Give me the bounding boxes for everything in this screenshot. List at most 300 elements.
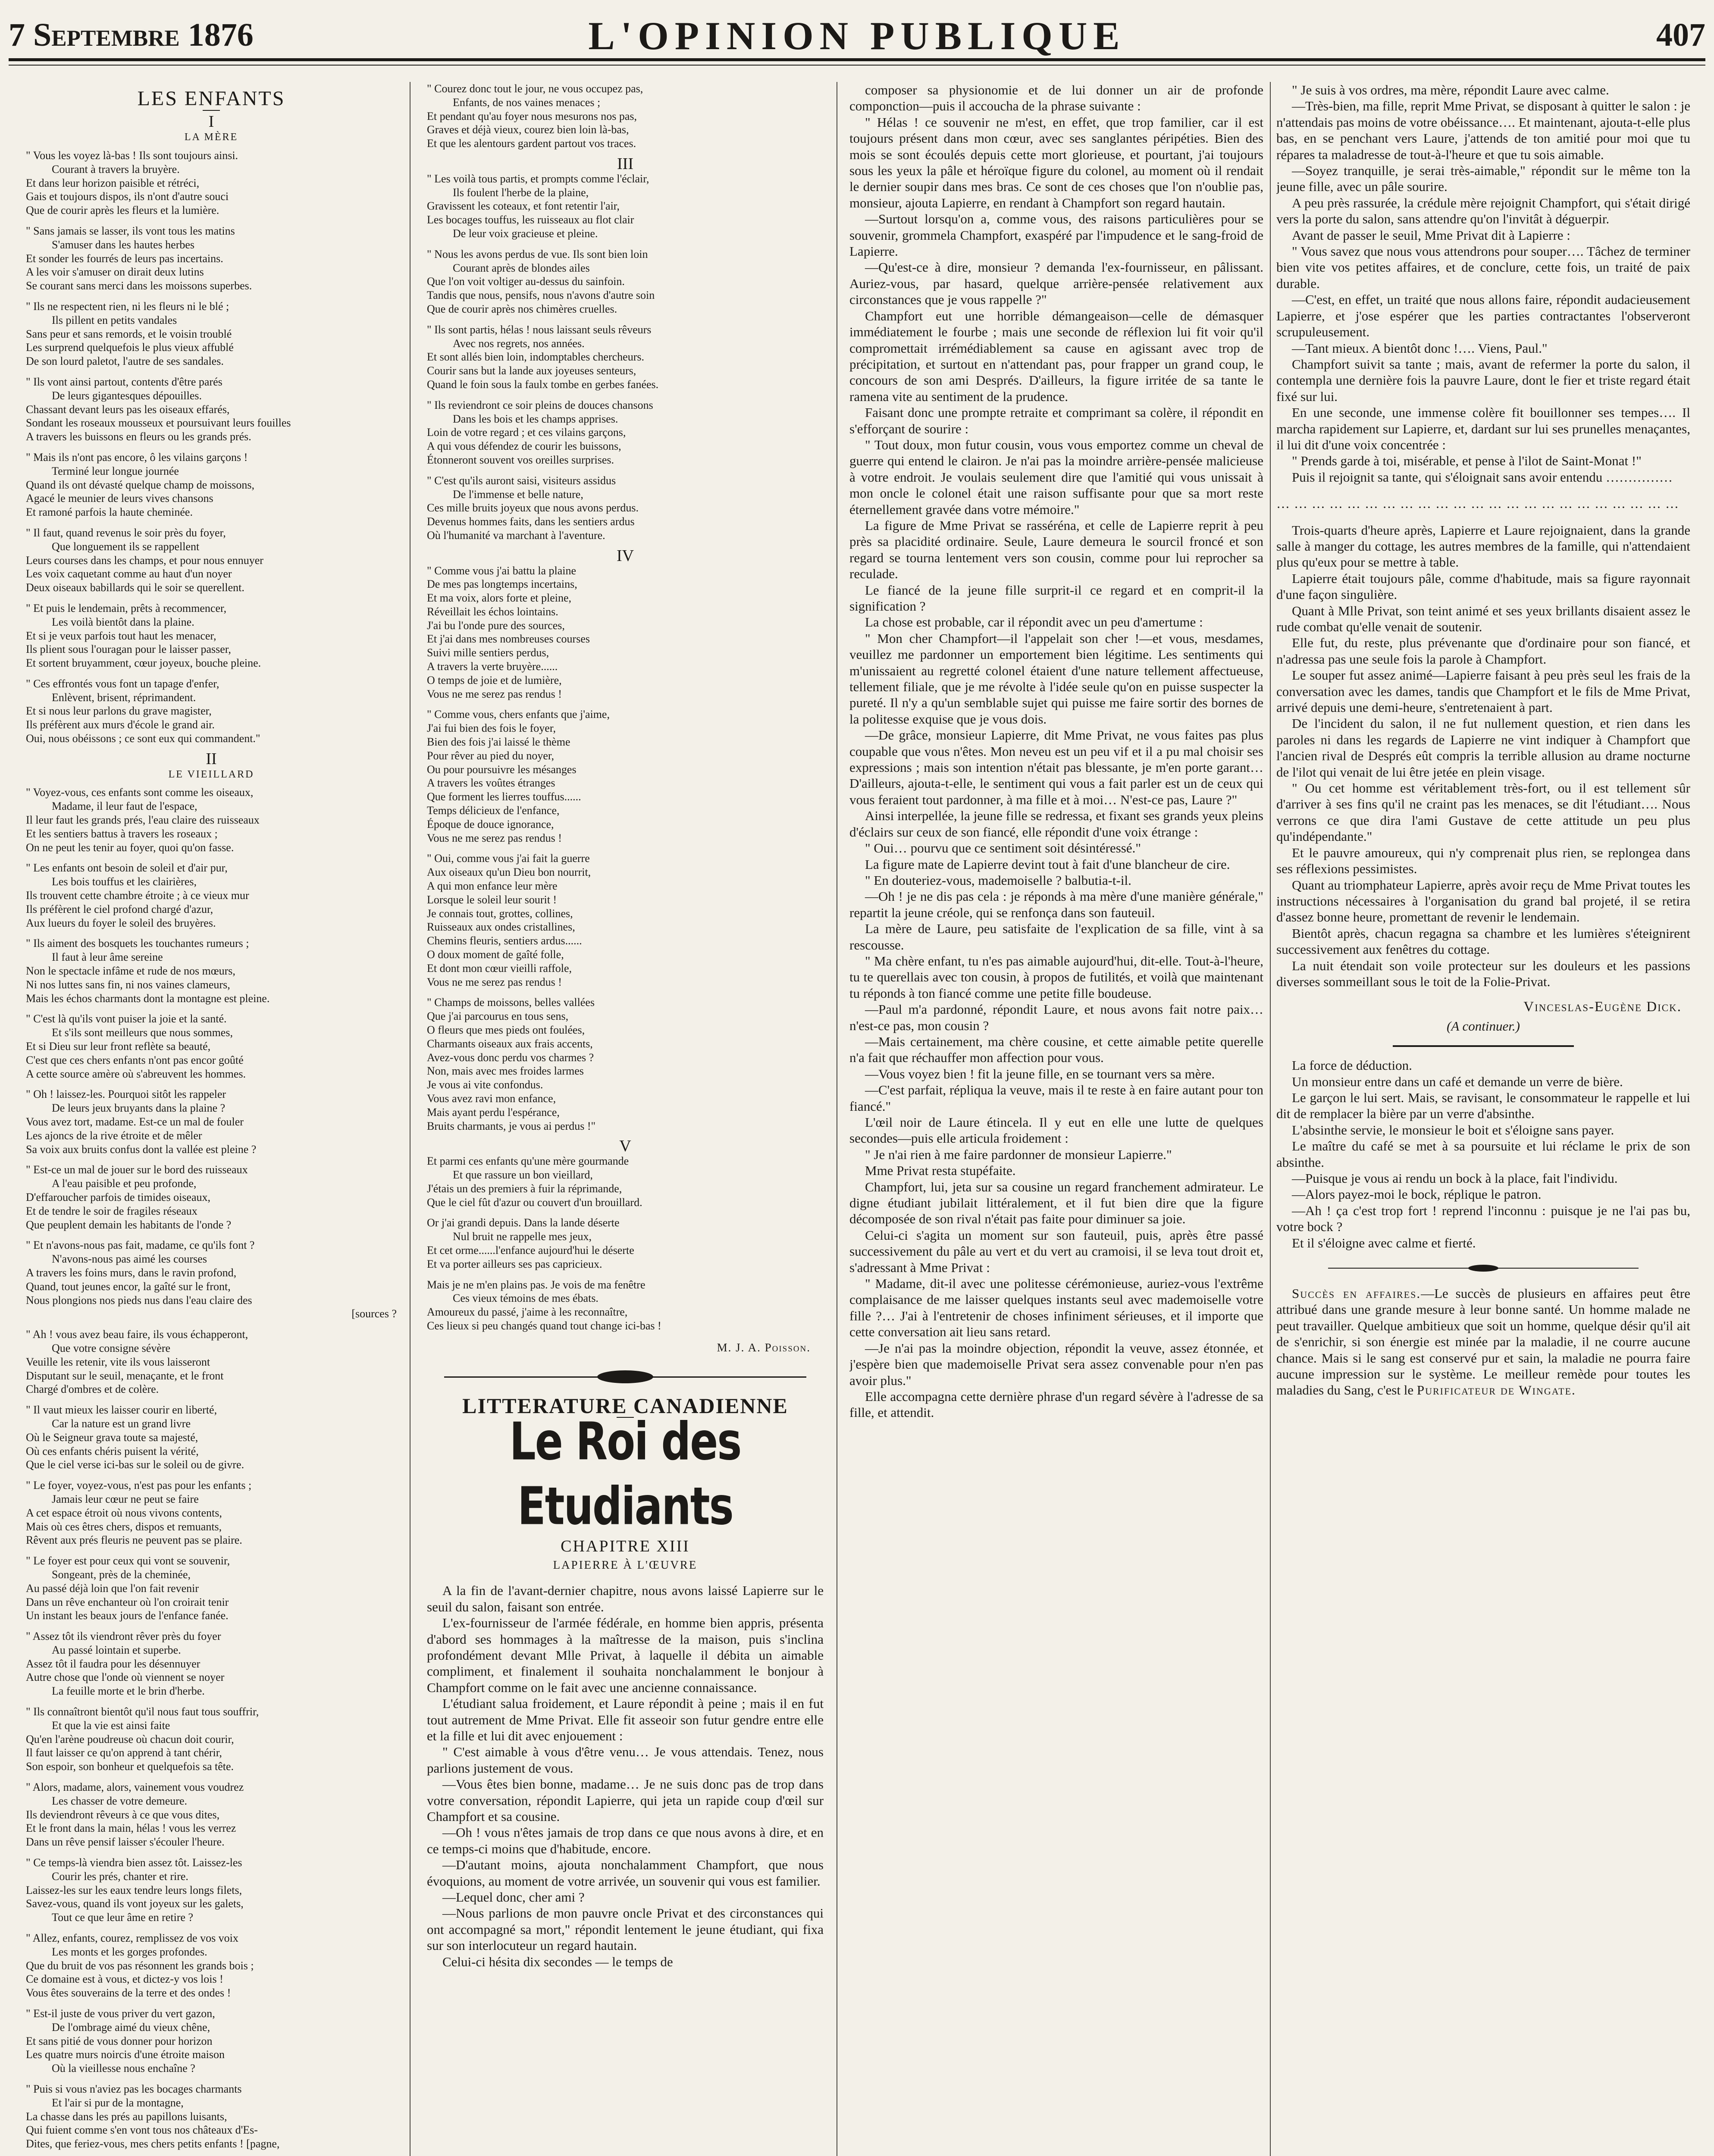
- verse-line: Lorsque le soleil leur sourit !: [427, 893, 557, 906]
- serial-text-part-2: [849, 82, 1263, 1421]
- serial-title: Le Roi des Etudiants: [509, 1411, 741, 1536]
- verse-line: Mais les échos charmants dont la montagne est pleine.: [26, 992, 270, 1005]
- verse-line: Nul bruit ne rappelle mes jeux,: [453, 1230, 592, 1243]
- verse-line: A travers les voûtes étranges: [427, 777, 555, 790]
- verse-line: Dans un rêve pensif laisser s'écouler l'heure.: [26, 1836, 225, 1849]
- verse-line: Ces lieux si peu changés quand tout change ici-bas !: [427, 1319, 661, 1332]
- verse-line: Il leur faut les grands prés, l'eau claire des ruisseaux: [26, 814, 260, 827]
- verse-line: S'amuser dans les hautes herbes: [52, 238, 195, 251]
- chapter-number: CHAPITRE XIII: [561, 1537, 690, 1555]
- verse-line: Enfants, de nos vaines menaces ;: [453, 96, 601, 109]
- paragraph: Champfort eut une horrible démangeaison—celle de démasquer immédiatement le fourbe ; mais une seconde de réflexion lui fit voir qu'il compromettait irrémédiablement sa cause en agissant avec trop de précipitation, et surtout en n'attendant pas, pour frapper un grand coup, le concours de son ami Després. D'ailleurs, la figure irritée de sa tante le ramena vite au sentiment de la prudence.: [849, 308, 1263, 404]
- verse-line: " Ce temps-là viendra bien assez tôt. Laissez-les: [26, 1856, 242, 1869]
- verse-line: De leurs gigantesques dépouilles.: [52, 389, 202, 402]
- verse-line: Avec nos regrets, nos années.: [453, 337, 585, 350]
- paragraph: Le maître du café se met à sa poursuite et lui réclame le prix de son absinthe.: [1276, 1138, 1690, 1170]
- verse-line: Sans peur et sans remords, et le voisin troublé: [26, 327, 232, 340]
- paragraph: L'absinthe servie, le monsieur le boit et s'éloigne sans payer.: [1292, 1122, 1614, 1138]
- paragraph: —De grâce, monsieur Lapierre, dit Mme Privat, ne vous faites pas plus coupable que vous n'êtes. Mon neveu est un peu vif et il a pu mal choisir ses expressions ; mais son intention n'était pas blessante, je m'en porte garant… D'ailleurs, ajouta-t-elle, le sentiment qui vous a fait parler est un de ceux qui vous feraient tout pardonner, à ma fille et à moi… N'est-ce pas, Laure ?": [849, 727, 1263, 807]
- paragraph: Quant au triomphateur Lapierre, après avoir reçu de Mme Privat toutes les instructions nécessaires à l'organisation du grand bal projeté, il se retira d'assez bonne heure, promettant de revenir le lendemain.: [1276, 877, 1690, 925]
- verse-line: " Alors, madame, alors, vainement vous voudrez: [26, 1781, 244, 1794]
- stanza: [26, 1163, 397, 1232]
- stanza: [427, 398, 824, 467]
- paragraph: La nuit étendait son voile protecteur sur les douleurs et les passions diverses sommeillant sous le toit de la Folie-Privat.: [1276, 958, 1690, 989]
- verse-line: Où l'humanité va marchant à l'aventure.: [427, 529, 605, 542]
- verse-line: Aux lueurs du foyer le soleil des bruyères.: [26, 916, 216, 929]
- paragraph: Celui-ci s'agita un moment sur son fauteuil, puis, après être passé successivement du pâle au vert et du vert au cramoisi, il se leva tout droit et, s'adressant à Mme Privat :: [849, 1227, 1263, 1275]
- verse-line: Il faut à leur âme sereine: [52, 951, 163, 964]
- paragraph: " Prends garde à toi, misérable, et pense à l'ilot de Saint-Monat !": [1292, 453, 1642, 469]
- verse-line: Les bocages touffus, les ruisseaux au flot clair: [427, 213, 634, 226]
- verse-line: D'effaroucher parfois de timides oiseaux,: [26, 1191, 210, 1203]
- paragraph: —Lequel donc, cher ami ?: [442, 1890, 585, 1905]
- stanza: [26, 2082, 397, 2151]
- verse-line: Ce domaine est à vous, et dictez-y vos lois !: [26, 1973, 223, 1986]
- verse-line: Vous êtes souverains de la terre et des ondes !: [26, 1987, 231, 1999]
- small-ornament: [1328, 1264, 1639, 1272]
- verse-line: Que de courir après les fleurs et la lumière.: [26, 204, 219, 217]
- verse-line: Les ajoncs de la rive étroite et de mêler: [26, 1129, 202, 1142]
- verse-line: Étonneront souvent vos oreilles surprises.: [427, 453, 614, 466]
- verse-line: Se courant sans merci dans les moissons superbes.: [26, 279, 252, 292]
- stanza: [26, 1630, 397, 1698]
- verse-line: Et que rassure un bon vieillard,: [453, 1168, 593, 1181]
- section-numeral: III: [617, 154, 633, 173]
- verse-line: Assez tôt il faudra pour les désennuyer: [26, 1657, 201, 1670]
- verse-line: Et sortent bruyamment, cœur joyeux, bouche pleine.: [26, 657, 261, 670]
- verse-line: Et parmi ces enfants qu'une mère gourmande: [427, 1155, 629, 1168]
- verse-line: De l'ombrage aimé du vieux chêne,: [52, 2021, 210, 2034]
- newspaper-title: L'OPINION PUBLIQUE: [588, 14, 1126, 58]
- section-numeral: V: [619, 1137, 631, 1156]
- verse-line: Enlèvent, brisent, réprimandent.: [52, 691, 196, 704]
- stanza: [26, 1705, 397, 1774]
- verse-line: " Les enfants ont besoin de soleil et d'air pur,: [26, 862, 228, 874]
- verse-line: Gravissent les coteaux, et font retentir l'air,: [427, 200, 620, 213]
- verse-line: C'est que ces chers enfants n'ont pas encor goûté: [26, 1053, 244, 1066]
- paragraph: " Ou cet homme est véritablement très-fort, ou il est tellement sûr d'arriver à ses fins qu'il ne craint pas les menaces, se dit l'étudiant…. Nous verrons ce que dira l'ami Gustave de cette attitude un peu plus qu'indépendante.": [1276, 780, 1690, 844]
- verse-line: Tout ce que leur âme en retire ?: [52, 1911, 194, 1924]
- paragraph: —Très-bien, ma fille, reprit Mme Privat, se disposant à quitter le salon : je n'attendais pas moins de votre obéissance…. Et maintenant, ajouta-t-elle plus bas, en se penchant vers Laure, j'attends de ton amitié pour moi que tu répares ta maladresse de tout-à-l'heure et que tu sois aimable.: [1276, 98, 1690, 162]
- verse-line: Agacé le meunier de leurs vives chansons: [26, 492, 213, 505]
- stanza: [427, 996, 824, 1133]
- serial-text-part-4: [1276, 522, 1690, 990]
- verse-line: La feuille morte et le brin d'herbe.: [52, 1685, 205, 1698]
- masthead: [9, 13, 1705, 60]
- verse-line: Chemins fleuris, sentiers ardus......: [427, 934, 582, 947]
- verse-line: Ils pillent en petits vandales: [52, 313, 177, 326]
- verse-line: " Vous les voyez là-bas ! Ils sont toujours ainsi.: [26, 149, 238, 162]
- stanza: [427, 1216, 824, 1271]
- section-ornament: [444, 1370, 806, 1383]
- paragraph: —Ah ! ça c'est trop fort ! reprend l'inconnu : puisque je ne l'ai pas bu, votre bock ?: [1276, 1203, 1690, 1235]
- paragraph: —Qu'est-ce à dire, monsieur ? demanda l'ex-fournisseur, en pâlissant. Auriez-vous, par hasard, quelque arrière-pensée relativement aux circonstances que je vous rappelle ?": [849, 260, 1263, 307]
- stanza: [26, 300, 397, 368]
- stanza: [427, 323, 824, 392]
- verse-line: Et que les alentours gardent partout vos traces.: [427, 137, 636, 150]
- column-3: [849, 82, 1263, 2156]
- paragraph: —Oh ! je ne dis pas cela : je réponds à ma mère d'une manière générale," repartit la jeune créole, qui se renfonça dans son fauteuil.: [849, 889, 1263, 920]
- stanza: [26, 1554, 397, 1623]
- verse-line: " Est-il juste de vous priver du vert gazon,: [26, 2007, 215, 2020]
- section-numeral: IV: [616, 546, 634, 565]
- notice-lead: Succès en affaires.: [1292, 1286, 1421, 1301]
- stanza: [427, 852, 824, 989]
- paragraph: " C'est aimable à vous d'être venu… Je vous attendais. Tenez, nous parlions justement de vous.: [427, 1744, 824, 1776]
- verse-line: Ils foulent l'herbe de la plaine,: [453, 186, 589, 199]
- stanza: [427, 564, 824, 701]
- verse-line: Que longuement ils se rappellent: [52, 540, 200, 553]
- verse-line: Et sonder les fourrés de leurs pas incertains.: [26, 252, 223, 265]
- paragraph: Et il s'éloigne avec calme et fierté.: [1292, 1235, 1476, 1250]
- title-dash: [203, 110, 220, 111]
- paragraph: Celui-ci hésita dix secondes — le temps de: [442, 1954, 673, 1969]
- paragraph: " Tout doux, mon futur cousin, vous vous emportez comme un cheval de guerre qui entend le clairon. Je n'ai pas la moindre arrière-pensée malicieuse à votre endroit. Je voulais seulement dire que l'amitié qui vous unissait à mon oncle le colonel était une raison suffisante pour que sa mort reste éternellement gravée dans votre mémoire.": [849, 437, 1263, 517]
- paragraph: " Hélas ! ce souvenir ne m'est, en effet, que trop familier, car il est toujours présent dans mon cœur, avec ses sanglantes péripéties. Bien des mois se sont écoulés depuis cette mort glorieuse, et pourtant, j'ai toujours sous les yeux la pâle et héroïque figure du colonel, au moment où il rendait le dernier soupir dans mes bras. Ce sont de ces choses que l'on n'oublie pas, monsieur, ajouta Lapierre, en rendant à Champfort son regard hautain.: [849, 114, 1263, 210]
- verse-line: Où la vieillesse nous enchaîne ?: [52, 2062, 195, 2075]
- paragraph: L'étudiant salua froidement, et Laure répondit à peine ; mais il en fut tout autrement de Mme Privat. Elle fit asseoir son futur gendre entre elle et la fille et lui dit avec enjouement :: [427, 1696, 824, 1744]
- serial-text-part-3: [1276, 82, 1690, 485]
- verse-line: Je vous ai vite confondus.: [427, 1078, 543, 1091]
- paragraph: Champfort suivit sa tante ; mais, avant de refermer la porte du salon, il contempla une dernière fois la pauvre Laure, dont le fier et triste regard était fixé sur lui.: [1276, 356, 1690, 404]
- verse-line: Autre chose que l'onde où viennent se noyer: [26, 1671, 225, 1684]
- stanza: [427, 474, 824, 542]
- stanza: [26, 677, 397, 746]
- section-rule: [1393, 1045, 1574, 1047]
- verse-line: Veuille les retenir, vite ils vous laisseront: [26, 1355, 210, 1368]
- verse-line: Graves et déjà vieux, courez bien loin là-bas,: [427, 123, 629, 136]
- stanza: [427, 248, 824, 316]
- verse-line: Où ces enfants chéris puisent la vérité,: [26, 1445, 199, 1457]
- paragraph: —Je n'ai pas la moindre objection, répondit la veuve, assez étonnée, et j'espère bien que mademoiselle Privat sera assez convenable pour n'en pas avoir plus.": [849, 1340, 1263, 1388]
- stanza: [26, 375, 397, 444]
- issue-date: 7 Septembre 1876: [9, 17, 254, 53]
- verse-line: " Sans jamais se lasser, ils vont tous les matins: [26, 224, 235, 237]
- stanza: [26, 1403, 397, 1472]
- masthead-rule-thin: [9, 65, 1705, 66]
- verse-line: Quand, tout jeunes encor, la gaîté sur le front,: [26, 1280, 231, 1293]
- verse-line: Tandis que nous, pensifs, nous n'avons d'autre soin: [427, 289, 655, 302]
- paragraph: —D'autant moins, ajouta nonchalamment Champfort, que nous évoquions, au moment de votre arrivée, un souvenir qui vous est familier.: [427, 1857, 824, 1889]
- verse-line: Et ma voix, alors forte et pleine,: [427, 592, 572, 605]
- verse-line: Que j'ai parcourus en tous sens,: [427, 1010, 569, 1023]
- verse-line: Laissez-les sur les eaux tendre leurs longs filets,: [26, 1883, 242, 1896]
- verse-line: Vous ne me serez pas rendus !: [427, 975, 562, 988]
- stanza: [26, 1780, 397, 1849]
- verse-line: Loin de votre regard ; et ces vilains garçons,: [427, 426, 626, 439]
- section-numeral: II: [206, 749, 217, 768]
- verse-line: Avez-vous donc perdu vos charmes ?: [427, 1051, 594, 1064]
- notice: [1276, 1285, 1690, 1398]
- paragraph: Le souper fut assez animé—Lapierre faisant à peu près seul les frais de la conversation avec les dames, tandis que Champfort et le fils de Mme Privat, arrivé depuis une demi-heure, s'entretenaient à part.: [1276, 667, 1690, 715]
- stanza: [26, 2007, 397, 2075]
- paragraph: —Alors payez-moi le bock, réplique le patron.: [1292, 1187, 1542, 1202]
- verse-line: Temps délicieux de l'enfance,: [427, 804, 560, 817]
- stanza: [26, 149, 397, 217]
- column-4: [1276, 82, 1690, 2156]
- verse-line: Disputant sur le seuil, menaçante, et le front: [26, 1369, 224, 1382]
- stanza: [26, 1012, 397, 1081]
- verse-line: Et j'ai dans mes nombreuses courses: [427, 633, 590, 646]
- verse-line: Dans un rêve enchanteur où l'on croirait tenir: [26, 1595, 229, 1608]
- verse-line: Et dans leur horizon paisible et rétréci,: [26, 176, 200, 189]
- paragraph: —Mais certainement, ma chère cousine, et cette aimable petite querelle n'a fait que réchauffer mon affection pour vous.: [849, 1034, 1263, 1065]
- verse-line: J'ai bu l'onde pure des sources,: [427, 619, 565, 632]
- verse-line: Et sans pitié de vous donner pour horizon: [26, 2034, 213, 2047]
- verse-line: Son espoir, son bonheur et quelquefois sa tête.: [26, 1760, 234, 1773]
- verse-line: Que peuplent demain les habitants de l'onde ?: [26, 1218, 232, 1231]
- verse-line: Madame, il leur faut de l'espace,: [52, 800, 197, 813]
- paragraph: Puis il rejoignit sa tante, qui s'éloignait sans avoir entendu ……………: [1292, 469, 1673, 485]
- verse-line: Et si je veux parfois tout haut les menacer,: [26, 629, 216, 642]
- verse-line: On ne peut les tenir au foyer, quoi qu'on fasse.: [26, 841, 234, 854]
- verse-line: Je connais tout, grottes, collines,: [427, 907, 573, 920]
- verse-line: A cet espace étroit où nous vivons contents,: [26, 1506, 222, 1519]
- verse-line: Chargé d'ombres et de colère.: [26, 1383, 159, 1396]
- verse-line: Courir les prés, chanter et rire.: [52, 1870, 188, 1883]
- verse-line: " C'est là qu'ils vont puiser la joie et la santé.: [26, 1012, 227, 1025]
- verse-line: Et va porter ailleurs ses pas capricieux.: [427, 1257, 602, 1270]
- verse-line: Que le ciel fût d'azur ou couvert d'un brouillard.: [427, 1196, 642, 1209]
- paragraph: —C'est, en effet, un traité que nous allons faire, répondit audacieusement Lapierre, et j'ose espérer que les parties contractantes l'observeront scrupuleusement.: [1276, 292, 1690, 340]
- verse-line: J'étais un des premiers à fuir la réprimande,: [427, 1182, 622, 1195]
- verse-line: Pour rêver au pied du noyer,: [427, 749, 554, 762]
- stanza: [26, 1931, 397, 2000]
- verse-line: A les voir s'amuser on dirait deux lutins: [26, 266, 204, 279]
- poem-signature: M. J. A. Poisson.: [717, 1341, 811, 1354]
- verse-line: Jamais leur cœur ne peut se faire: [52, 1492, 199, 1505]
- verse-line: Vous avez tort, madame. Est-ce un mal de fouler: [26, 1116, 244, 1128]
- paragraph: —Soyez tranquille, je serai très-aimable," répondit sur le même ton la jeune fille, avec un pâle sourire.: [1276, 163, 1690, 194]
- verse-line: A qui mon enfance leur mère: [427, 880, 558, 893]
- verse-line: De leurs jeux bruyants dans la plaine ?: [52, 1102, 226, 1115]
- paragraph: Mme Privat resta stupéfaite.: [865, 1163, 1016, 1178]
- verse-line: Dites, que feriez-vous, mes chers petits enfants ! [pagne,: [26, 2137, 280, 2150]
- notice-text: —Le succès de plusieurs en affaires peut être attribué dans une grande mesure à leur bonne santé. Un homme malade ne peut travailler. Quelque ambitieux que soit un homme, quelque désir qu'il ait de s'enrichir, si son énergie est minée par la maladie, il ne courre aucune chance. Mais si le sang est conservé pur et sain, la maladie ne pourra faire aucune impression sur le système. Le meilleur remède pour toutes les maladies du Sang, c'est le: [1276, 1286, 1690, 1398]
- verse-line: Ils préfèrent le ciel profond chargé d'azur,: [26, 903, 213, 915]
- paragraph: Un monsieur entre dans un café et demande un verre de bière.: [1292, 1074, 1623, 1089]
- verse-line: Un instant les beaux jours de l'enfance fanée.: [26, 1609, 229, 1622]
- verse-line: Et ramoné parfois la haute cheminée.: [26, 506, 193, 519]
- stanza: [26, 224, 397, 293]
- notice-product: Purificateur de Wingate.: [1416, 1382, 1576, 1398]
- stanza: [427, 1278, 824, 1333]
- verse-line: Amoureux du passé, j'aime à les reconnaître,: [427, 1306, 628, 1319]
- verse-line: Qui fuient comme s'en vont tous nos châteaux d'Es-: [26, 2124, 258, 2137]
- paragraph: L'ex-fournisseur de l'armée fédérale, en homme bien appris, présenta d'abord ses hommages à la maîtresse de la maison, puis s'inclina profondément devant Mlle Privat, à laquelle il débita un aimable compliment, et finalement il souhaita nonchalamment le bonjour à Champfort comme on le fait avec une ancienne connaissance.: [427, 1615, 824, 1695]
- paragraph: " Je n'ai rien à me faire pardonner de monsieur Lapierre.": [865, 1147, 1172, 1162]
- verse-line: Deux oiseaux babillards qui le soir se querellent.: [26, 581, 244, 594]
- verse-line: A qui vous défendez de courir les buissons,: [427, 440, 621, 453]
- verse-line: Et que la vie est ainsi faite: [52, 1719, 170, 1732]
- verse-line: Mais ayant perdu l'espérance,: [427, 1106, 560, 1119]
- verse-line: Ruisseaux aux ondes cristallines,: [427, 921, 575, 934]
- paragraph: —Vous êtes bien bonne, madame… Je ne suis donc pas de trop dans votre conversation, répondit Lapierre, qui jeta un rapide coup d'œil sur Champfort et sa cousine.: [427, 1777, 824, 1824]
- verse-line: Non le spectacle infâme et rude de nos mœurs,: [26, 965, 235, 978]
- verse-line: A travers les foins murs, dans le ravin profond,: [26, 1266, 237, 1279]
- paragraph: La chose est probable, car il répondit avec un peu d'amertume :: [865, 614, 1203, 630]
- verse-line: Où le Seigneur grava toute sa majesté,: [26, 1431, 198, 1444]
- paragraph: " Mon cher Champfort—il l'appelait son cher !—et vous, mesdames, veuillez me pardonner un emportement bien légitime. Les sentiments qui m'unissaient au regretté colonel étaient d'une nature tellement affectueuse, tellement filiale, que je me révolte à l'idée seule qu'on en puisse suspecter la pureté. Il n'y a qu'un semblable sujet qui puisse me faire sortir des bornes de la politesse exquise que je vous dois.: [849, 630, 1263, 727]
- verse-line: Mais je ne m'en plains pas. Je vois de ma fenêtre: [427, 1278, 645, 1291]
- verse-line: " Ils connaîtront bientôt qu'il nous faut tous souffrir,: [26, 1705, 259, 1718]
- verse-line: " Oh ! laissez-les. Pourquoi sitôt les rappeler: [26, 1088, 226, 1101]
- verse-line: Oui, nous obéissons ; ce sont eux qui commandent.": [26, 732, 260, 745]
- dotted-separator: ……………………………………………………………: [1276, 496, 1683, 511]
- stanza: [26, 937, 397, 1005]
- column-2: [427, 82, 824, 2156]
- verse-line: " Ils ne respectent rien, ni les fleurs ni le blé ;: [26, 300, 229, 313]
- verse-line: Non, mais avec mes froides larmes: [427, 1065, 584, 1078]
- verse-line: Les chasser de votre demeure.: [52, 1794, 188, 1807]
- paragraph: Ainsi interpellée, la jeune fille se redressa, et fixant ses grands yeux pleins d'éclairs sur ceux de son fiancé, elle répondit d'une voix étrange :: [849, 808, 1263, 840]
- paragraph: De l'incident du salon, il ne fut nullement question, et rien dans les paroles ni dans les regards de Lapierre ne vint indiquer à Champfort que l'ancien rival de Després eût compris la terrible allusion au drame nocturne de l'ilot qui venait de lui être jetée en plein visage.: [1276, 716, 1690, 780]
- verse-line: A travers la verte bruyère......: [427, 660, 558, 673]
- verse-line: Les surprend quelquefois le plus vieux affublé: [26, 341, 234, 354]
- masthead-rule: [9, 58, 1705, 61]
- verse-line: Dans les bois et les champs apprises.: [453, 412, 618, 425]
- verse-line: Ces vieux témoins de mes ébats.: [453, 1292, 598, 1305]
- verse-line: " Ils vont ainsi partout, contents d'être parés: [26, 375, 222, 388]
- verse-line: Et de tendre le soir de fragiles réseaux: [26, 1204, 197, 1217]
- verse-line: " Champs de moissons, belles vallées: [427, 996, 595, 1009]
- paragraph: A peu près rassurée, la crédule mère rejoignit Champfort, qui s'était dirigé vers la porte du salon, sans attendre qu'on l'invitât à déguerpir.: [1276, 195, 1690, 227]
- verse-line: Les voilà bientôt dans la plaine.: [52, 615, 194, 628]
- verse-line: Courir sans but la lande aux joyeuses senteurs,: [427, 364, 636, 377]
- verse-line: Et les sentiers battus à travers les roseaux ;: [26, 827, 218, 840]
- stanza: [26, 1479, 397, 1547]
- verse-line: " Est-ce un mal de jouer sur le bord des ruisseaux: [26, 1163, 248, 1176]
- verse-line: Ils deviendront rêveurs à ce que vous dites,: [26, 1808, 220, 1821]
- chapter-subtitle: LAPIERRE À L'ŒUVRE: [553, 1558, 698, 1571]
- poem-part-3-5: [427, 82, 824, 1333]
- verse-line: Bien des fois j'ai laissé le thème: [427, 736, 570, 749]
- verse-line: Ni nos luttes sans fin, ni nos vaines clameurs,: [26, 978, 230, 991]
- verse-line: Ces mille bruits joyeux que nous avons perdus.: [427, 501, 639, 514]
- verse-line: Que l'on voit voltiger au-dessus du sainfoin.: [427, 275, 625, 288]
- verse-line: Et cet orme......l'enfance aujourd'hui le déserte: [427, 1244, 634, 1257]
- paragraph: " En douteriez-vous, mademoiselle ? balbutia-t-il.: [865, 872, 1131, 888]
- verse-line: Aux oiseaux qu'un Dieu bon nourrit,: [427, 866, 591, 879]
- section-heading: LITTERATURE CANADIENNE: [462, 1394, 788, 1418]
- verse-line: Et pendant qu'au foyer nous mesurons nos pas,: [427, 110, 637, 122]
- verse-line: " Courez donc tout le jour, ne vous occupez pas,: [427, 82, 643, 95]
- verse-line: [sources ?: [351, 1307, 397, 1320]
- verse-line: " Mais ils n'ont pas encore, ô les vilains garçons !: [26, 451, 248, 464]
- verse-line: De mes pas longtemps incertains,: [427, 578, 577, 591]
- verse-line: " Et puis le lendemain, prêts à recommencer,: [26, 602, 227, 614]
- verse-line: Ils trouvent cette chambre étroite ; à ce vieux mur: [26, 889, 249, 902]
- verse-line: Que votre consigne sévère: [52, 1341, 171, 1354]
- paragraph: Elle fut, du reste, plus prévenante que d'ordinaire pour son fiancé, et n'adressa pas une seule fois la parole à Champfort.: [1276, 635, 1690, 667]
- verse-line: Et sont allés bien loin, indomptables chercheurs.: [427, 351, 644, 364]
- paragraph: composer sa physionomie et de lui donner un air de profonde componction—puis il accoucha de la phrase suivante :: [849, 82, 1263, 114]
- stanza: [26, 526, 397, 595]
- verse-line: Sa voix aux bruits confus dont la vallée est pleine ?: [26, 1143, 257, 1156]
- column-1: [26, 82, 397, 2156]
- verse-line: Charmants oiseaux aux frais accents,: [427, 1037, 593, 1050]
- verse-line: " Le foyer est pour ceux qui vont se souvenir,: [26, 1554, 230, 1567]
- anecdote-body: [1276, 1074, 1690, 1251]
- to-be-continued: (A continuer.): [1447, 1018, 1520, 1034]
- verse-line: Et l'air si pur de la montagne,: [52, 2096, 184, 2109]
- verse-line: Les voix caquetant comme au haut d'un noyer: [26, 567, 232, 580]
- poem-part-1-2: [26, 115, 397, 2151]
- verse-line: Réveillait les échos lointains.: [427, 605, 558, 618]
- section-subtitle: LA MÈRE: [184, 132, 238, 143]
- paragraph: " Oui… pourvu que ce sentiment soit désintéressé.": [865, 840, 1141, 856]
- stanza: [427, 1154, 824, 1209]
- paragraph: Et le pauvre amoureux, qui n'y comprenait plus rien, se replongea dans ses réflexions pessimistes.: [1276, 845, 1690, 877]
- serial-signature: Vinceslas-Eugène Dick.: [1523, 999, 1682, 1015]
- paragraph: Champfort, lui, jeta sur sa cousine un regard franchement admirateur. Le digne étudiant jubilait littéralement, et il fut bien dire que la figure décomposée de son rival n'était pas faite pour diminuer sa joie.: [849, 1179, 1263, 1227]
- stanza: [26, 451, 397, 519]
- verse-line: " Les voilà tous partis, et prompts comme l'éclair,: [427, 172, 649, 185]
- stanza: [26, 861, 397, 930]
- paragraph: —Paul m'a pardonné, répondit Laure, et nous avons fait notre paix… n'est-ce pas, mon cousin ?: [849, 1002, 1263, 1033]
- verse-line: Terminé leur longue journée: [52, 464, 179, 477]
- paragraph: Quant à Mlle Privat, son teint animé et ses yeux brillants disaient assez le rude combat qu'elle venait de soutenir.: [1276, 603, 1690, 634]
- verse-line: De l'immense et belle nature,: [453, 488, 583, 501]
- verse-line: Ils préfèrent aux murs d'école le grand air.: [26, 718, 215, 731]
- verse-line: Quand le foin sous la faulx tombe en gerbes fanées.: [427, 378, 659, 391]
- verse-line: A travers les buissons en fleurs ou les grands prés.: [26, 430, 251, 443]
- verse-line: A cette source amère où s'abreuvent les hommes.: [26, 1067, 246, 1080]
- verse-line: Qu'en l'arène poudreuse où chacun doit courir,: [26, 1733, 234, 1745]
- paragraph: Bientôt après, chacun regagna sa chambre et les lumières s'éteignirent successivement aux fenêtres du cottage.: [1276, 925, 1690, 957]
- paragraph: Trois-quarts d'heure après, Lapierre et Laure rejoignaient, dans la grande salle à manger du cottage, les autres membres de la famille, qui n'attendaient plus qu'eux pour se mettre à table.: [1276, 522, 1690, 570]
- verse-line: Et le front dans la main, hélas ! vous les verrez: [26, 1822, 236, 1835]
- verse-line: Vous avez ravi mon enfance,: [427, 1092, 556, 1105]
- verse-line: Les monts et les gorges profondes.: [52, 1945, 207, 1958]
- paragraph: Elle accompagna cette dernière phrase d'un regard sévère à l'adresse de sa fille, et attendit.: [849, 1388, 1263, 1420]
- paragraph: —Oh ! vous n'êtes jamais de trop dans ce que nous avons à dire, et en ce temps-ci moins que d'habitude, encore.: [427, 1825, 824, 1856]
- verse-line: A l'eau paisible et peu profonde,: [52, 1177, 197, 1190]
- paragraph: " Je suis à vos ordres, ma mère, répondit Laure avec calme.: [1292, 82, 1609, 97]
- verse-line: Sondant les roseaux mousseux et poursuivant leurs fouilles: [26, 417, 291, 429]
- verse-line: Au passé lointain et superbe.: [52, 1643, 181, 1656]
- verse-line: " Ils sont partis, hélas ! nous laissant seuls rêveurs: [427, 323, 652, 336]
- verse-line: " Puis si vous n'aviez pas les bocages charmants: [26, 2083, 242, 2095]
- anecdote: [1276, 1057, 1690, 1251]
- verse-line: Que du bruit de vos pas résonnent les grands bois ;: [26, 1959, 254, 1972]
- verse-line: La chasse dans les prés au papillons luisants,: [26, 2110, 227, 2123]
- verse-line: " Comme vous j'ai battu la plaine: [427, 564, 577, 577]
- column-divider: [1270, 82, 1271, 2156]
- verse-line: Au passé déjà loin que l'on fait revenir: [26, 1582, 199, 1595]
- verse-line: Rêvent aux prés fleuris ne peuvent pas se plaire.: [26, 1534, 242, 1547]
- paragraph: " Vous savez que nous vous attendrons pour souper…. Tâchez de terminer bien vite vos petites affaires, et de conclure, cette fois, un traité de paix durable.: [1276, 244, 1690, 291]
- verse-line: Vous ne me serez pas rendus !: [427, 687, 562, 700]
- paragraph: " Madame, dit-il avec une politesse cérémonieuse, auriez-vous l'extrême complaisance de me laisser quelques instants seul avec mademoiselle votre fille ?… J'ai à l'entretenir de choses infiniment sérieuses, et il importe que cette conversation ait lieu sans retard.: [849, 1276, 1263, 1340]
- stanza: [26, 1856, 397, 1924]
- verse-line: Gais et toujours dispos, ils n'ont d'autre souci: [26, 190, 229, 203]
- paragraph: —Nous parlions de mon pauvre oncle Privat et des circonstances qui ont accompagné sa mort," répondit lentement le jeune étudiant, qui fixa sur son interlocuteur un regard hautain.: [427, 1905, 824, 1953]
- stanza: [26, 602, 397, 670]
- paragraph: La figure de Mme Privat se rasséréna, et celle de Lapierre reprit à peu près sa placidité ordinaire. Seule, Laure demeura le sourcil froncé et son regard se tourna lentement vers son cousin, comme pour lui reprocher sa reculade.: [849, 517, 1263, 582]
- verse-line: O temps de joie et de lumière,: [427, 674, 562, 686]
- paragraph: —Surtout lorsqu'on a, comme vous, des raisons particulières pour se souvenir, grommela Champfort, exaspéré par l'impudence et le sang-froid de Lapierre.: [849, 211, 1263, 259]
- verse-line: Les bois touffus et les clairières,: [52, 875, 197, 888]
- verse-line: Chassant devant leurs pas les oiseaux effarés,: [26, 403, 230, 416]
- verse-line: O fleurs que mes pieds ont foulées,: [427, 1024, 585, 1036]
- verse-line: Que de courir après nos chimères cruelles.: [427, 302, 617, 315]
- verse-line: Nous plongions nos pieds nus dans l'eau claire des: [26, 1294, 252, 1307]
- paragraph: L'œil noir de Laure étincela. Il y eut en elle une lutte de quelques secondes—puis elle articula froidement :: [849, 1115, 1263, 1146]
- verse-line: Que le ciel verse ici-bas sur le soleil ou de givre.: [26, 1458, 244, 1471]
- verse-line: Songeant, près de la cheminée,: [52, 1568, 191, 1581]
- verse-line: Courant après de blondes ailes: [453, 261, 590, 274]
